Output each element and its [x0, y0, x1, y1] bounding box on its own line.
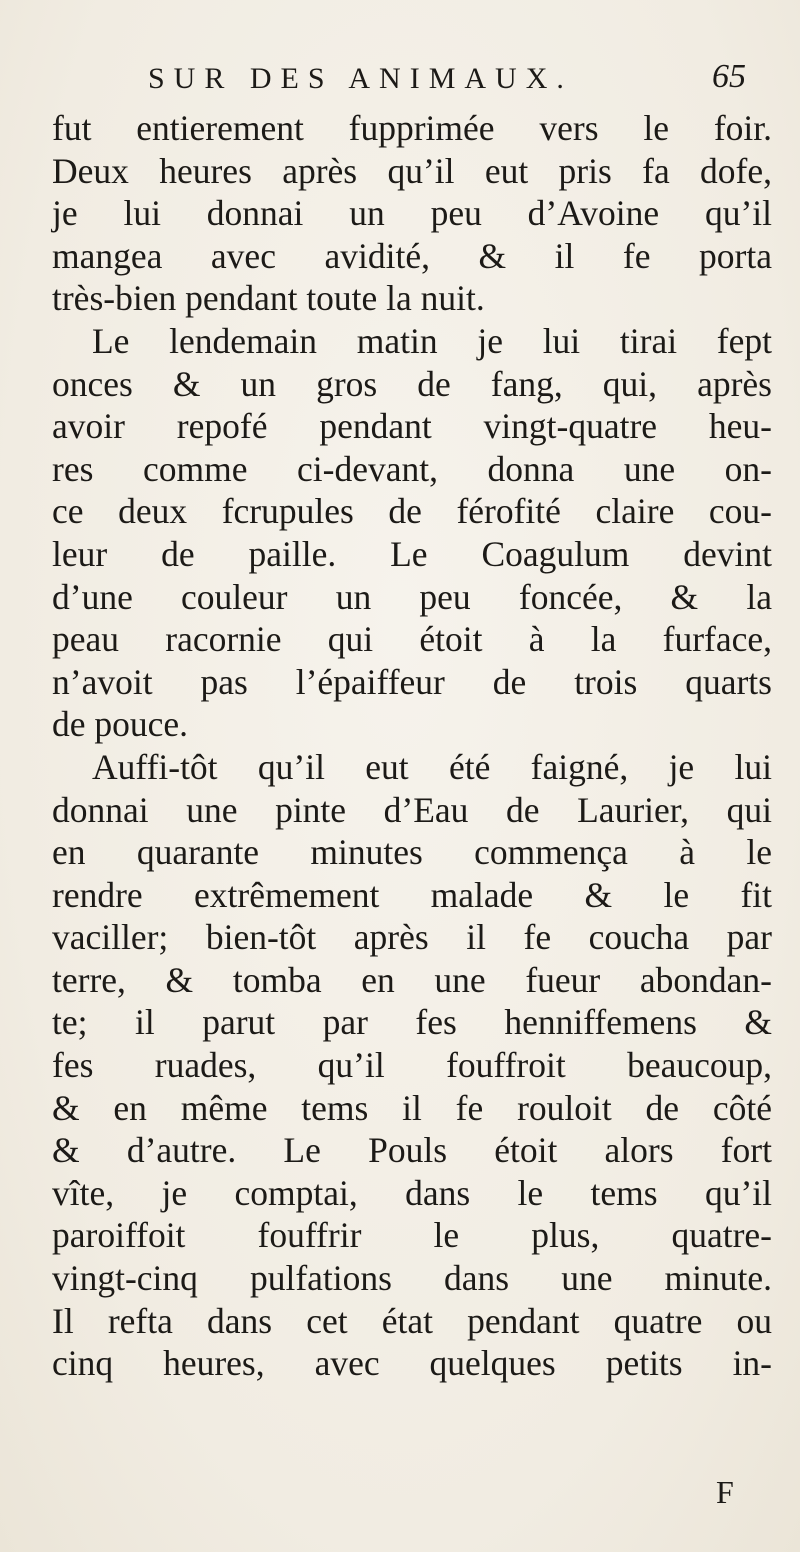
signature-mark: F: [716, 1474, 734, 1510]
text-line: vaciller; bien-tôt après il fe coucha par: [52, 917, 772, 958]
text-line: donnai une pinte d’Eau de Laurier, qui: [52, 789, 772, 830]
text-line: de pouce.: [52, 704, 189, 745]
text-line: peau racornie qui étoit à la furface,: [52, 619, 772, 660]
text-line: Le lendemain matin je lui tirai fept: [92, 320, 772, 361]
text-line: & en même tems il fe rouloit de côté: [52, 1087, 772, 1128]
text-line: je lui donnai un peu d’Avoine qu’il: [52, 193, 772, 234]
text-line: cinq heures, avec quelques petits in-: [52, 1343, 772, 1384]
text-line: res comme ci-devant, donna une on-: [52, 448, 772, 489]
text-line: Auffi-tôt qu’il eut été faigné, je lui: [92, 746, 772, 787]
text-line: paroiffoit fouffrir le plus, quatre-: [52, 1215, 772, 1256]
text-line: en quarante minutes commença à le: [52, 832, 772, 873]
text-line: n’avoit pas l’épaiffeur de trois quarts: [52, 661, 772, 702]
text-line: ce deux fcrupules de férofité claire cou-: [52, 491, 772, 532]
text-line: te; il parut par fes henniffemens &: [52, 1002, 772, 1043]
page-number: 65: [712, 58, 746, 95]
text-line: Deux heures après qu’il eut pris fa dofe,: [52, 150, 772, 191]
text-line: terre, & tomba en une fueur abondan-: [52, 959, 772, 1000]
text-line: fut entierement fupprimée vers le foir.: [52, 108, 772, 148]
text-line: vingt-cinq pulfations dans une minute.: [52, 1258, 772, 1299]
text-line: mangea avec avidité, & il fe porta: [52, 235, 772, 276]
text-line: d’une couleur un peu foncée, & la: [52, 576, 772, 617]
text-line: fes ruades, qu’il fouffroit beaucoup,: [52, 1045, 772, 1086]
text-line: leur de paille. Le Coagulum devint: [52, 533, 772, 574]
text-line: onces & un gros de fang, qui, après: [52, 363, 772, 404]
text-line: très-bien pendant toute la nuit.: [52, 278, 485, 319]
text-line: vîte, je comptai, dans le tems qu’il: [52, 1172, 772, 1213]
running-title: SUR DES ANIMAUX.: [148, 62, 573, 95]
text-line: Il refta dans cet état pendant quatre ou: [52, 1300, 772, 1341]
body-text: [52, 107, 772, 1385]
text-line: rendre extrêmement malade & le fit: [52, 874, 772, 915]
text-line: & d’autre. Le Pouls étoit alors fort: [52, 1130, 772, 1171]
text-line: avoir repofé pendant vingt-quatre heu-: [52, 406, 772, 447]
